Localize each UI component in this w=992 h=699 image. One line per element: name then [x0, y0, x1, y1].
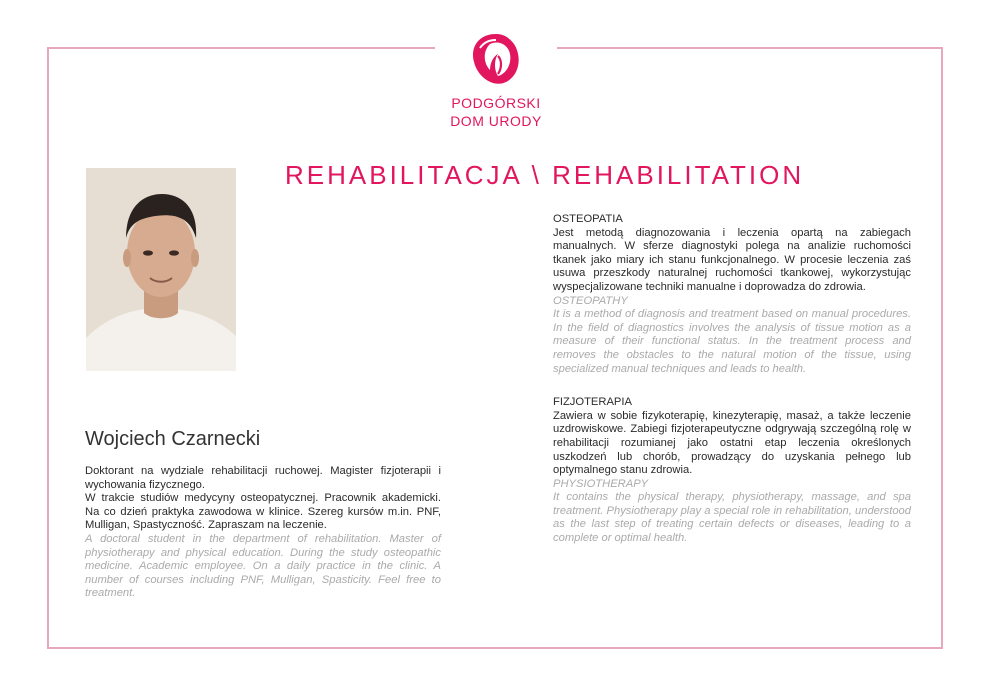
section-text-pl: Zawiera w sobie fizykoterapię, kinezyterapię, masaż, a także leczenie uzdrowiskowe. Zabiegi fizjoterapeutyczne odgrywają szczególną rolę w rehabilitacji rozumianej jako ostatni etap leczenia określonych uszkodzeń lub chorób, prowadzący do uzyskania pełnego lub optymalnego stanu zdrowia.: [553, 409, 911, 477]
services-column: [553, 213, 911, 546]
rose-logo-icon: [468, 30, 524, 92]
portrait-image: [86, 168, 236, 371]
bio-en: A doctoral student in the department of rehabilitation. Master of physiotherapy and physical education. During the study osteopathic medicine. Academic employee. On a daily practice in the clinic. A number of courses including PNF, Mulligan, Spasticity. Feel free to treatment.: [85, 532, 441, 600]
section-osteopathy: [553, 213, 911, 376]
bio-pl-2: W trakcie studiów medycyny osteopatycznej. Pracownik akademicki. Na co dzień praktyka zawodowa w klinice. Szereg kursów m.in. PNF, Mulligan, Spastyczność. Zapraszam na leczenie.: [85, 492, 441, 532]
person-bio: [85, 465, 441, 601]
section-title-pl: OSTEOPATIA: [553, 213, 623, 225]
brand-line-2: DOM URODY: [450, 113, 542, 129]
section-text-en: It contains the physical therapy, physiotherapy, massage, and spa treatment. Physiotherapy play a special role in rehabilitation, understood as the last step of treating certain defects or diseases, leading to a complete or optimal health.: [553, 491, 911, 545]
portrait-photo: [86, 168, 236, 371]
section-title-en: OSTEOPATHY: [553, 294, 628, 307]
section-title-pl: FIZJOTERAPIA: [553, 396, 632, 409]
brand-line-1: PODGÓRSKI: [451, 95, 541, 111]
person-name: Wojciech Czarnecki: [85, 428, 261, 450]
bio-pl-1: Doktorant na wydziale rehabilitacji ruchowej. Magister fizjoterapii i wychowania fizycznego.: [85, 465, 441, 491]
brand-logo: [440, 30, 552, 142]
section-spacer: [553, 376, 911, 396]
section-title-en: PHYSIOTHERAPY: [553, 477, 649, 490]
section-text-pl: Jest metodą diagnozowania i leczenia opartą na zabiegach manualnych. W sferze diagnostyki polega na analizie ruchomości tkanek jako miary ich stanu funkcjonalnego. W procesie leczenia zaś usuwa przeszkody naturalnej ruchomości tkankowej, wykorzystując wyspecjalizowane techniki manualne i doprowadza do zdrowia.: [553, 226, 911, 293]
section-physiotherapy: [553, 396, 911, 546]
section-text-en: It is a method of diagnosis and treatment based on manual procedures. In the field of diagnostics involves the analysis of tissue motion as a measure of their functional status. In the treatment process and removes the obstacles to the natural motion of the tissue, using specialized manual techniques and leads to health.: [553, 308, 911, 375]
page-title: REHABILITACJA \ REHABILITATION: [285, 160, 805, 190]
